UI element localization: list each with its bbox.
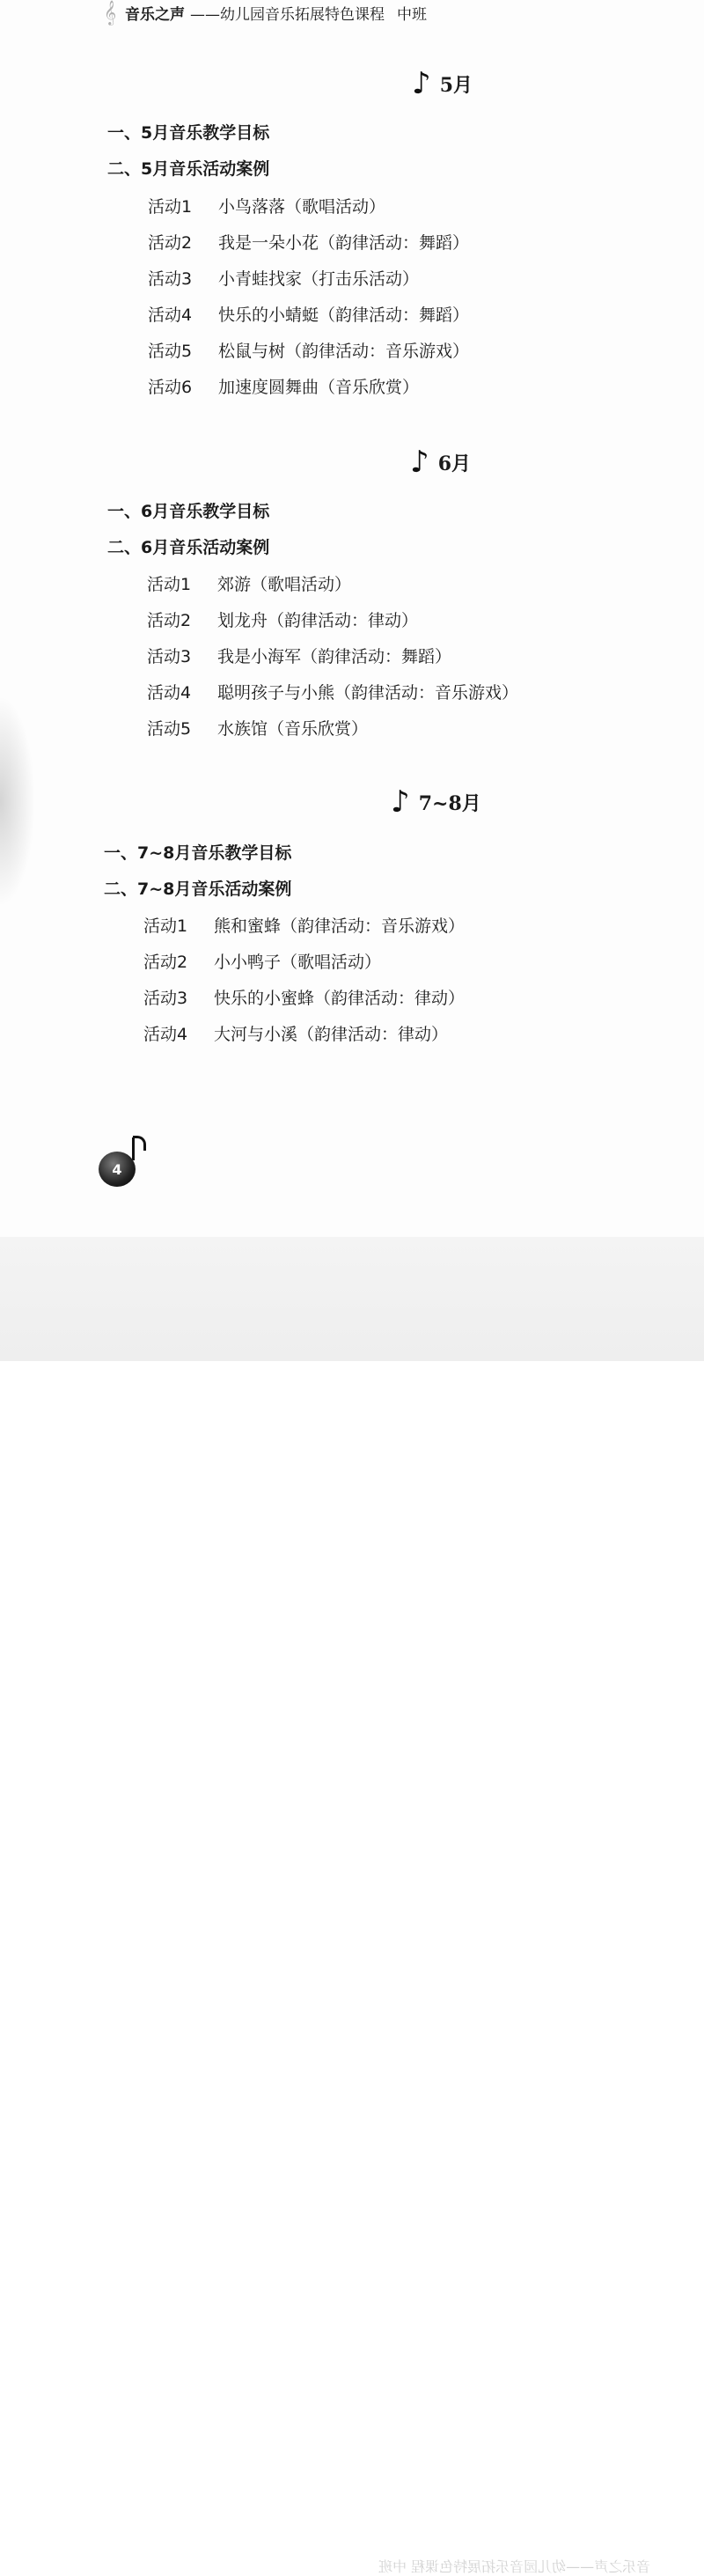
activity-number: 活动3 xyxy=(147,647,192,666)
month-label: 5月 xyxy=(439,73,473,97)
activity-number: 活动4 xyxy=(147,683,192,703)
page-number: 4 xyxy=(99,1152,136,1187)
activity-title: 小小鸭子（歌唱活动） xyxy=(214,953,382,972)
activity-number: 活动2 xyxy=(143,953,188,972)
activity-number: 活动2 xyxy=(148,233,193,253)
activity-item xyxy=(148,194,385,217)
activity-item xyxy=(147,607,418,631)
activity-title: 快乐的小蜻蜓（韵律活动：舞蹈） xyxy=(218,305,470,325)
activity-item xyxy=(143,913,465,937)
activity-title: 大河与小溪（韵律活动：律动） xyxy=(214,1025,449,1044)
activity-item xyxy=(143,949,381,973)
activity-item xyxy=(147,680,518,703)
header-subtitle: ——幼儿园音乐拓展特色课程 xyxy=(190,5,385,24)
activity-item xyxy=(143,985,465,1009)
header-grade: 中班 xyxy=(397,5,427,24)
activity-title: 熊和蜜蜂（韵律活动：音乐游戏） xyxy=(214,916,466,936)
header-brand: 音乐之声 xyxy=(125,5,185,24)
section-goals: 一、5月音乐教学目标 xyxy=(107,123,270,143)
activity-number: 活动2 xyxy=(147,611,192,630)
activity-number: 活动1 xyxy=(147,575,192,594)
book-page xyxy=(0,0,704,1237)
activity-title: 聪明孩子与小熊（韵律活动：音乐游戏） xyxy=(217,683,519,703)
activity-number: 活动5 xyxy=(148,342,193,361)
activity-number: 活动3 xyxy=(143,989,188,1008)
activity-title: 小青蛙找家（打击乐活动） xyxy=(218,269,420,289)
mirrored-header-text: 音乐之声——幼儿园音乐拓展特色课程 中班 xyxy=(378,2558,651,2575)
activity-title: 划龙舟（韵律活动：律动） xyxy=(217,611,419,630)
section-cases: 二、5月音乐活动案例 xyxy=(107,159,270,179)
activity-item xyxy=(148,302,469,326)
eighth-note-icon: ♪ xyxy=(391,784,410,820)
month-label: 7~8月 xyxy=(418,791,481,815)
activity-title: 松鼠与树（韵律活动：音乐游戏） xyxy=(218,342,470,361)
activity-item xyxy=(147,571,351,595)
activity-title: 水族馆（音乐欣赏） xyxy=(217,719,369,739)
activity-title: 加速度圆舞曲（音乐欣赏） xyxy=(218,378,420,397)
activity-number: 活动3 xyxy=(148,269,193,289)
activity-item xyxy=(148,338,469,362)
section-cases: 二、7~8月音乐活动案例 xyxy=(104,880,292,899)
section-goals: 一、7~8月音乐教学目标 xyxy=(104,843,292,863)
activity-item xyxy=(148,374,419,398)
activity-title: 快乐的小蜜蜂（韵律活动：律动） xyxy=(214,989,466,1008)
activity-item xyxy=(147,644,451,667)
activity-number: 活动1 xyxy=(143,916,188,936)
treble-clef-icon: 𝄞 xyxy=(104,0,117,25)
activity-number: 活动6 xyxy=(148,378,193,397)
eighth-note-icon: ♪ xyxy=(412,66,431,101)
page-edge-shadow xyxy=(0,696,35,907)
activity-number: 活动1 xyxy=(148,197,193,217)
activity-number: 活动5 xyxy=(147,719,192,739)
activity-title: 小鸟落落（歌唱活动） xyxy=(218,197,386,217)
activity-title: 郊游（歌唱活动） xyxy=(217,575,352,594)
month-heading-may xyxy=(412,66,473,101)
activity-item xyxy=(143,1021,448,1045)
activity-item xyxy=(147,716,368,740)
section-cases: 二、6月音乐活动案例 xyxy=(107,538,270,557)
page-number-note-flag xyxy=(133,1136,146,1151)
activity-title: 我是一朵小花（韵律活动：舞蹈） xyxy=(218,233,470,253)
month-heading-june xyxy=(410,445,472,480)
month-label: 6月 xyxy=(437,452,472,475)
activity-title: 我是小海军（韵律活动：舞蹈） xyxy=(217,647,452,666)
section-goals: 一、6月音乐教学目标 xyxy=(107,502,270,521)
running-header xyxy=(104,0,427,25)
activity-number: 活动4 xyxy=(148,305,193,325)
activity-item xyxy=(148,266,419,290)
eighth-note-icon: ♪ xyxy=(410,445,429,480)
activity-item xyxy=(148,230,469,254)
month-heading-july-august xyxy=(391,784,481,820)
facing-page-bleed xyxy=(0,1237,704,2575)
activity-number: 活动4 xyxy=(143,1025,188,1044)
